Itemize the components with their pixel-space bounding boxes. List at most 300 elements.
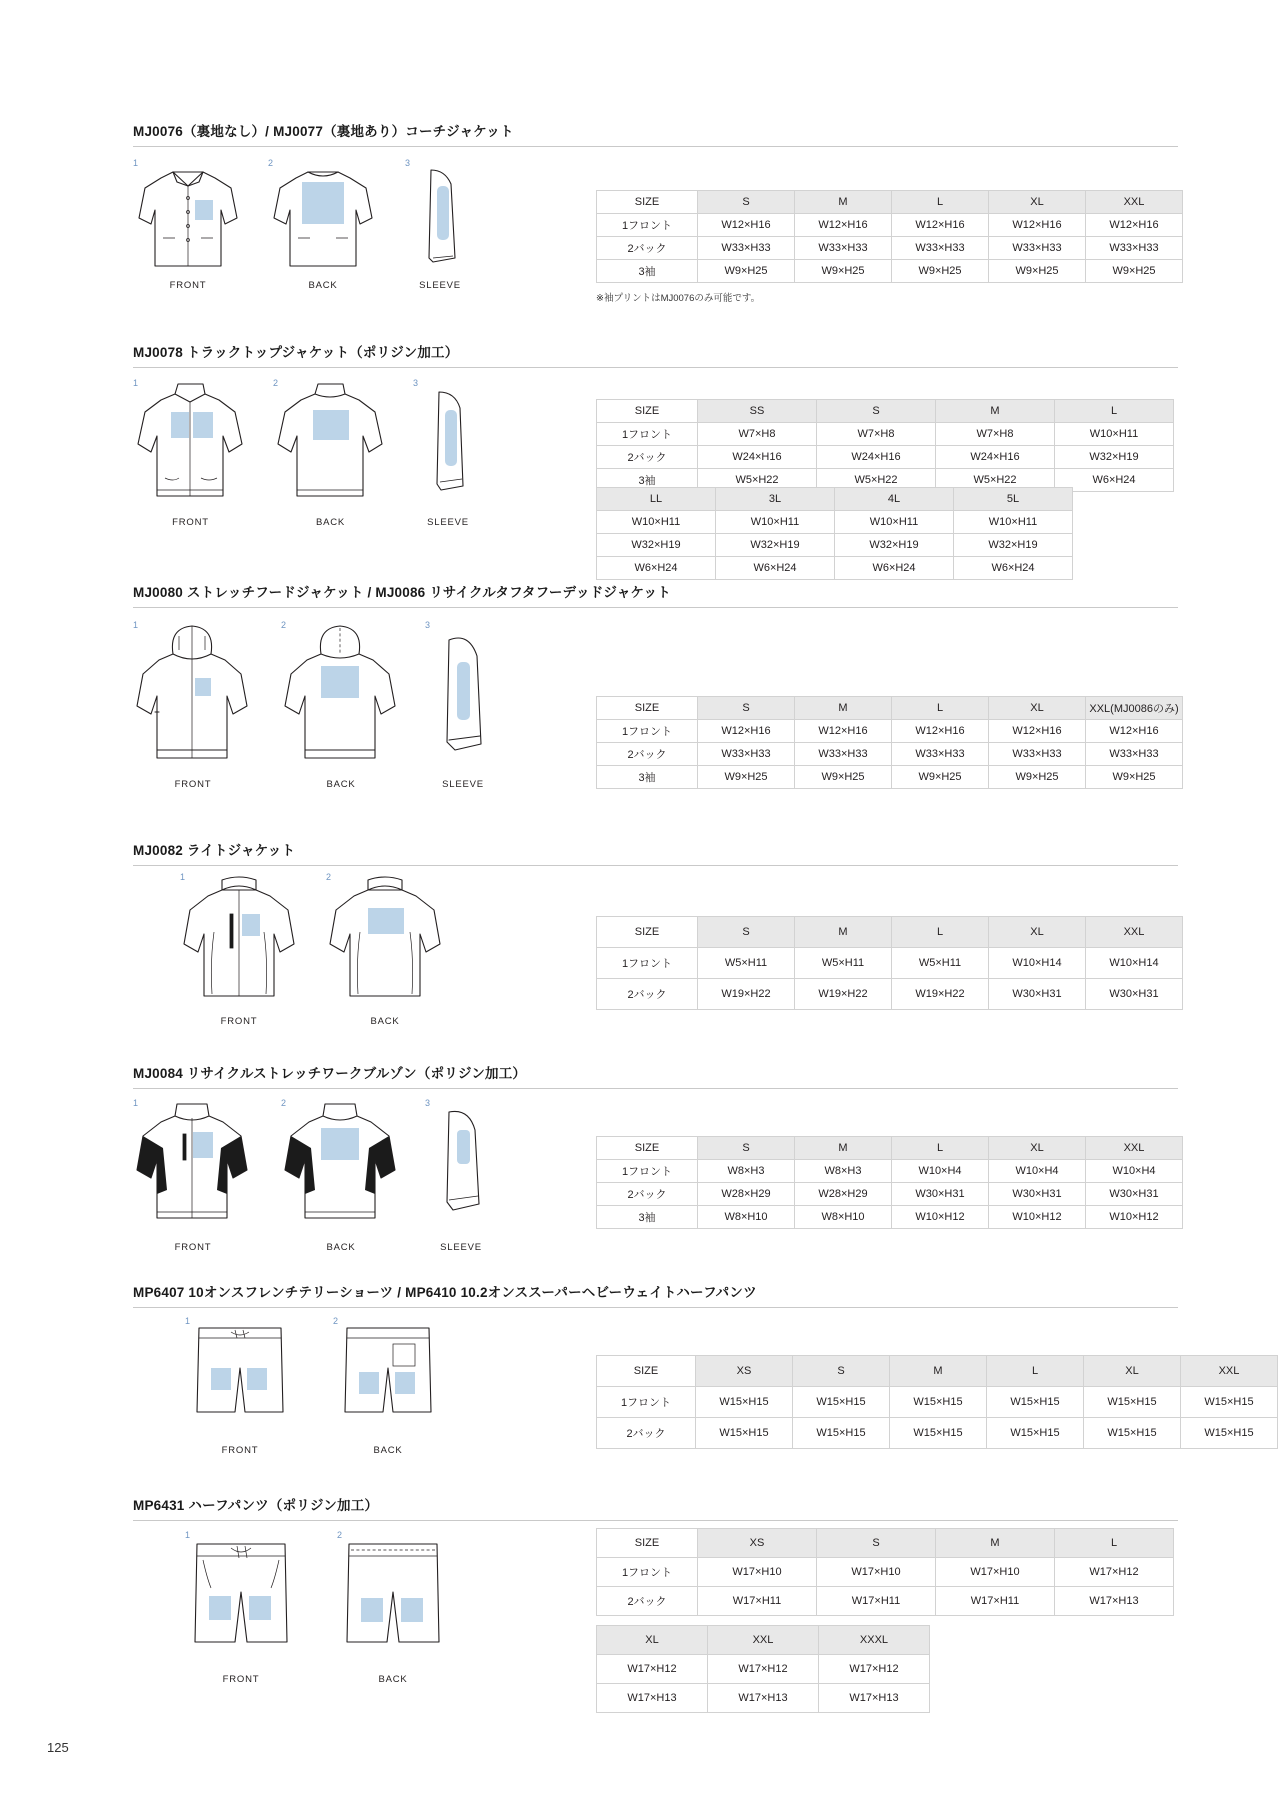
section-header-mj0080	[133, 581, 1178, 608]
figure-front	[185, 1530, 297, 1685]
cell: W33×H33	[1086, 743, 1183, 766]
cell: W32×H19	[716, 534, 835, 557]
coach-jacket-front-illustration	[133, 158, 243, 276]
table-row	[597, 1418, 1278, 1449]
cell: W12×H16	[892, 214, 989, 237]
row-label: 1フロント	[597, 1160, 698, 1183]
cell: W10×H11	[954, 511, 1073, 534]
row-label: 1フロント	[597, 948, 698, 979]
col-xxl: XXL	[708, 1626, 819, 1655]
hood-jacket-front-illustration	[133, 620, 253, 775]
figure-back	[326, 872, 444, 1027]
figure-number: 2	[326, 872, 332, 882]
col-xxl: XXL	[1181, 1356, 1278, 1387]
cell: W9×H25	[989, 260, 1086, 283]
figure-front	[185, 1316, 295, 1456]
col-m: M	[795, 697, 892, 720]
section-divider	[133, 1088, 1178, 1089]
cell: W10×H11	[1055, 423, 1174, 446]
cell: W10×H4	[892, 1160, 989, 1183]
table-row	[597, 743, 1183, 766]
row-label: 2バック	[597, 237, 698, 260]
section-divider	[133, 607, 1178, 608]
cell: W12×H16	[795, 720, 892, 743]
cell: W17×H11	[936, 1587, 1055, 1616]
coach-jacket-sleeve-illustration	[405, 158, 475, 276]
cell: W17×H13	[819, 1684, 930, 1713]
table-row	[597, 423, 1174, 446]
row-label: 1フロント	[597, 214, 698, 237]
cell: W10×H12	[892, 1206, 989, 1229]
figure-caption: BACK	[378, 1674, 408, 1685]
col-l: L	[892, 697, 989, 720]
cell: W17×H10	[817, 1558, 936, 1587]
size-table-mp6431	[596, 1528, 1174, 1616]
size-table	[596, 399, 1174, 492]
figure-number: 3	[405, 158, 411, 168]
work-blouson-sleeve-illustration	[425, 1098, 497, 1238]
cell: W10×H11	[716, 511, 835, 534]
col-l: L	[1055, 400, 1174, 423]
shorts-front-illustration	[185, 1316, 295, 1441]
cell: W32×H19	[835, 534, 954, 557]
cell: W10×H11	[835, 511, 954, 534]
size-table-extended	[596, 1625, 930, 1713]
section-header-mp6431	[133, 1494, 1178, 1521]
col-xl: XL	[989, 191, 1086, 214]
figure-caption: FRONT	[222, 1674, 260, 1685]
cell: W33×H33	[698, 237, 795, 260]
cell: W15×H15	[890, 1418, 987, 1449]
table-row	[597, 766, 1183, 789]
cell: W15×H15	[696, 1387, 793, 1418]
figure-caption: FRONT	[221, 1445, 259, 1456]
col-ss: SS	[698, 400, 817, 423]
cell: W32×H19	[1055, 446, 1174, 469]
cell: W24×H16	[936, 446, 1055, 469]
col-size: SIZE	[597, 1529, 698, 1558]
cell: W28×H29	[698, 1183, 795, 1206]
cell: W30×H31	[989, 1183, 1086, 1206]
cell: W9×H25	[1086, 766, 1183, 789]
table-row	[597, 1655, 930, 1684]
col-l: L	[892, 191, 989, 214]
cell: W9×H25	[892, 766, 989, 789]
col-size: SIZE	[597, 400, 698, 423]
light-jacket-front-illustration	[180, 872, 298, 1012]
size-table-mj0078	[596, 399, 1174, 492]
cell: W6×H24	[835, 557, 954, 580]
figure-caption: BACK	[326, 1242, 356, 1253]
col-xs: XS	[698, 1529, 817, 1558]
cell: W24×H16	[698, 446, 817, 469]
cell: W5×H22	[936, 469, 1055, 492]
figure-number: 3	[413, 378, 419, 388]
page-number: 125	[47, 1740, 69, 1755]
col-xl: XL	[1084, 1356, 1181, 1387]
col-s: S	[817, 1529, 936, 1558]
section-divider	[133, 1307, 1178, 1308]
col-size: SIZE	[597, 1356, 696, 1387]
cell: W17×H10	[936, 1558, 1055, 1587]
figure-number: 2	[268, 158, 274, 168]
cell: W15×H15	[1084, 1418, 1181, 1449]
size-table-mp6431-ext	[596, 1625, 930, 1713]
cell: W8×H3	[698, 1160, 795, 1183]
figure-caption: BACK	[326, 779, 356, 790]
work-blouson-back-illustration	[281, 1098, 401, 1238]
cell: W9×H25	[795, 766, 892, 789]
row-label: 2バック	[597, 1183, 698, 1206]
col-s: S	[817, 400, 936, 423]
row-label: 1フロント	[597, 423, 698, 446]
section-title: MJ0076（裏地なし）/ MJ0077（裏地あり）コーチジャケット	[133, 124, 514, 139]
section-title: MP6407 10オンスフレンチテリーショーツ / MP6410 10.2オンススーパーヘビーウェイトハーフパンツ	[133, 1285, 757, 1300]
figure-caption: SLEEVE	[419, 280, 461, 291]
cell: W12×H16	[892, 720, 989, 743]
cell: W7×H8	[817, 423, 936, 446]
cell: W33×H33	[892, 237, 989, 260]
cell: W32×H19	[954, 534, 1073, 557]
figure-caption: SLEEVE	[427, 517, 469, 528]
section-header-mp6407	[133, 1281, 1178, 1308]
cell: W30×H31	[989, 979, 1086, 1010]
cell: W10×H14	[989, 948, 1086, 979]
col-xxl: XXL	[1086, 917, 1183, 948]
table-row	[597, 948, 1183, 979]
col-l: L	[987, 1356, 1084, 1387]
figure-number: 3	[425, 1098, 431, 1108]
cell: W15×H15	[987, 1387, 1084, 1418]
size-table	[596, 916, 1183, 1010]
shorts-back-illustration	[333, 1316, 443, 1441]
section-divider	[133, 367, 1178, 368]
cell: W12×H16	[795, 214, 892, 237]
section-header-mj0076	[133, 120, 1178, 147]
cell: W17×H12	[597, 1655, 708, 1684]
row-label: 3袖	[597, 260, 698, 283]
cell: W19×H22	[892, 979, 989, 1010]
figure-caption: FRONT	[169, 280, 207, 291]
figure-number: 1	[133, 158, 139, 168]
track-top-front-illustration	[133, 378, 248, 513]
cell: W33×H33	[892, 743, 989, 766]
figure-front	[133, 1098, 253, 1253]
section-title: MJ0084 リサイクルストレッチワークブルゾン（ポリジン加工）	[133, 1066, 527, 1081]
cell: W12×H16	[989, 720, 1086, 743]
col-s: S	[793, 1356, 890, 1387]
row-label: 2バック	[597, 446, 698, 469]
col-3l: 3L	[716, 488, 835, 511]
figure-caption: FRONT	[220, 1016, 258, 1027]
cell: W17×H12	[708, 1655, 819, 1684]
cell: W19×H22	[698, 979, 795, 1010]
figure-front	[133, 158, 243, 291]
cell: W6×H24	[716, 557, 835, 580]
figure-back	[281, 620, 401, 790]
figure-number: 1	[180, 872, 186, 882]
size-table-mj0084	[596, 1136, 1183, 1229]
cell: W10×H11	[597, 511, 716, 534]
section-header-mj0078	[133, 341, 1178, 368]
col-xxl: XXL	[1086, 1137, 1183, 1160]
cell: W12×H16	[1086, 720, 1183, 743]
cell: W32×H19	[597, 534, 716, 557]
section-header-mj0084	[133, 1062, 1178, 1089]
cell: W7×H8	[936, 423, 1055, 446]
row-label: 3袖	[597, 766, 698, 789]
size-table	[596, 190, 1183, 283]
table-row	[597, 1684, 930, 1713]
cell: W30×H31	[892, 1183, 989, 1206]
col-ll: LL	[597, 488, 716, 511]
cell: W33×H33	[698, 743, 795, 766]
col-size: SIZE	[597, 917, 698, 948]
table-row	[597, 557, 1073, 580]
cell: W5×H22	[698, 469, 817, 492]
col-xxl: XXL	[1086, 191, 1183, 214]
section-title: MJ0080 ストレッチフードジャケット / MJ0086 リサイクルタフタフーデッドジャケット	[133, 585, 671, 600]
cell: W17×H10	[698, 1558, 817, 1587]
half-pants-back-illustration	[337, 1530, 449, 1670]
col-xxl: XXL(MJ0086のみ)	[1086, 697, 1183, 720]
figure-back	[337, 1530, 449, 1685]
table-row	[597, 1160, 1183, 1183]
figure-number: 1	[185, 1316, 191, 1326]
col-s: S	[698, 1137, 795, 1160]
col-m: M	[890, 1356, 987, 1387]
figure-number: 3	[425, 620, 431, 630]
track-top-back-illustration	[273, 378, 388, 513]
cell: W9×H25	[892, 260, 989, 283]
cell: W30×H31	[1086, 979, 1183, 1010]
table-note: ※袖プリントはMJ0076のみ可能です。	[596, 293, 761, 304]
cell: W5×H11	[795, 948, 892, 979]
table-row	[597, 214, 1183, 237]
figure-caption: FRONT	[174, 1242, 212, 1253]
figure-sleeve	[413, 378, 483, 528]
cell: W5×H22	[817, 469, 936, 492]
figure-number: 1	[185, 1530, 191, 1540]
figure-number: 1	[133, 620, 139, 630]
cell: W9×H25	[698, 260, 795, 283]
col-l: L	[892, 917, 989, 948]
table-row	[597, 1558, 1174, 1587]
size-table	[596, 1355, 1278, 1449]
table-row	[597, 720, 1183, 743]
cell: W24×H16	[817, 446, 936, 469]
cell: W30×H31	[1086, 1183, 1183, 1206]
col-m: M	[936, 400, 1055, 423]
cell: W33×H33	[795, 743, 892, 766]
section-title: MJ0078 トラックトップジャケット（ポリジン加工）	[133, 345, 459, 360]
figure-front	[133, 378, 248, 528]
cell: W6×H24	[597, 557, 716, 580]
figure-caption: BACK	[308, 280, 338, 291]
size-table-extended	[596, 487, 1073, 580]
col-size: SIZE	[597, 191, 698, 214]
col-s: S	[698, 697, 795, 720]
table-row	[597, 1587, 1174, 1616]
cell: W10×H4	[989, 1160, 1086, 1183]
cell: W17×H12	[1055, 1558, 1174, 1587]
figure-sleeve	[425, 620, 501, 790]
figure-number: 2	[337, 1530, 343, 1540]
cell: W8×H10	[698, 1206, 795, 1229]
row-label: 1フロント	[597, 1558, 698, 1587]
cell: W5×H11	[698, 948, 795, 979]
cell: W5×H11	[892, 948, 989, 979]
figure-sleeve	[425, 1098, 497, 1253]
figure-caption: FRONT	[172, 517, 209, 528]
cell: W17×H11	[698, 1587, 817, 1616]
cell: W6×H24	[1055, 469, 1174, 492]
table-row	[597, 979, 1183, 1010]
cell: W6×H24	[954, 557, 1073, 580]
cell: W10×H4	[1086, 1160, 1183, 1183]
cell: W9×H25	[1086, 260, 1183, 283]
col-xs: XS	[696, 1356, 793, 1387]
figure-back	[333, 1316, 443, 1456]
row-label: 1フロント	[597, 720, 698, 743]
section-title: MJ0082 ライトジャケット	[133, 843, 296, 858]
row-label: 1フロント	[597, 1387, 696, 1418]
figure-back	[281, 1098, 401, 1253]
cell: W17×H13	[1055, 1587, 1174, 1616]
col-l: L	[1055, 1529, 1174, 1558]
size-table-mj0080	[596, 696, 1183, 789]
figure-back	[273, 378, 388, 528]
col-m: M	[936, 1529, 1055, 1558]
section-divider	[133, 146, 1178, 147]
cell: W17×H12	[819, 1655, 930, 1684]
cell: W10×H14	[1086, 948, 1183, 979]
figure-sleeve	[405, 158, 475, 291]
cell: W8×H10	[795, 1206, 892, 1229]
col-l: L	[892, 1137, 989, 1160]
cell: W8×H3	[795, 1160, 892, 1183]
size-table	[596, 1528, 1174, 1616]
cell: W12×H16	[698, 214, 795, 237]
light-jacket-back-illustration	[326, 872, 444, 1012]
cell: W15×H15	[890, 1387, 987, 1418]
figure-number: 2	[281, 1098, 287, 1108]
cell: W33×H33	[1086, 237, 1183, 260]
col-m: M	[795, 1137, 892, 1160]
cell: W17×H13	[597, 1684, 708, 1713]
col-m: M	[795, 191, 892, 214]
figure-caption: FRONT	[174, 779, 212, 790]
cell: W12×H16	[989, 214, 1086, 237]
cell: W28×H29	[795, 1183, 892, 1206]
cell: W10×H12	[989, 1206, 1086, 1229]
section-title: MP6431 ハーフパンツ（ポリジン加工）	[133, 1498, 379, 1513]
size-table-mj0082	[596, 916, 1183, 1010]
section-header-mj0082	[133, 839, 1178, 866]
figure-back	[268, 158, 378, 291]
table-row	[597, 446, 1174, 469]
col-xl: XL	[597, 1626, 708, 1655]
cell: W15×H15	[793, 1418, 890, 1449]
cell: W15×H15	[1181, 1387, 1278, 1418]
cell: W15×H15	[696, 1418, 793, 1449]
figure-number: 2	[333, 1316, 339, 1326]
cell: W9×H25	[989, 766, 1086, 789]
hood-jacket-back-illustration	[281, 620, 401, 775]
cell: W7×H8	[698, 423, 817, 446]
size-table-mp6407	[596, 1355, 1278, 1449]
half-pants-front-illustration	[185, 1530, 297, 1670]
row-label: 3袖	[597, 469, 698, 492]
row-label: 2バック	[597, 979, 698, 1010]
cell: W9×H25	[698, 766, 795, 789]
col-s: S	[698, 917, 795, 948]
table-row	[597, 1183, 1183, 1206]
cell: W9×H25	[795, 260, 892, 283]
work-blouson-front-illustration	[133, 1098, 253, 1238]
row-label: 2バック	[597, 743, 698, 766]
col-xl: XL	[989, 917, 1086, 948]
figure-caption: SLEEVE	[442, 779, 484, 790]
cell: W17×H11	[817, 1587, 936, 1616]
cell: W17×H13	[708, 1684, 819, 1713]
table-row	[597, 237, 1183, 260]
hood-jacket-sleeve-illustration	[425, 620, 501, 775]
cell: W15×H15	[1181, 1418, 1278, 1449]
track-top-sleeve-illustration	[413, 378, 483, 513]
col-s: S	[698, 191, 795, 214]
table-row	[597, 1387, 1278, 1418]
col-xl: XL	[989, 1137, 1086, 1160]
col-m: M	[795, 917, 892, 948]
col-size: SIZE	[597, 697, 698, 720]
figure-number: 2	[281, 620, 287, 630]
col-xl: XL	[989, 697, 1086, 720]
cell: W33×H33	[989, 743, 1086, 766]
cell: W19×H22	[795, 979, 892, 1010]
cell: W12×H16	[1086, 214, 1183, 237]
figure-number: 2	[273, 378, 279, 388]
figure-number: 1	[133, 1098, 139, 1108]
size-table-mj0076	[596, 190, 1183, 304]
cell: W15×H15	[793, 1387, 890, 1418]
figure-front	[180, 872, 298, 1027]
row-label: 2バック	[597, 1418, 696, 1449]
cell: W33×H33	[989, 237, 1086, 260]
table-row	[597, 260, 1183, 283]
figure-caption: SLEEVE	[440, 1242, 482, 1253]
figure-caption: BACK	[373, 1445, 403, 1456]
figure-number: 1	[133, 378, 139, 388]
figure-front	[133, 620, 253, 790]
section-divider	[133, 1520, 1178, 1521]
coach-jacket-back-illustration	[268, 158, 378, 276]
cell: W33×H33	[795, 237, 892, 260]
size-table	[596, 1136, 1183, 1229]
cell: W15×H15	[987, 1418, 1084, 1449]
col-5l: 5L	[954, 488, 1073, 511]
cell: W15×H15	[1084, 1387, 1181, 1418]
row-label: 2バック	[597, 1587, 698, 1616]
col-xxxl: XXXL	[819, 1626, 930, 1655]
cell: W10×H12	[1086, 1206, 1183, 1229]
table-row	[597, 534, 1073, 557]
row-label: 3袖	[597, 1206, 698, 1229]
section-divider	[133, 865, 1178, 866]
col-4l: 4L	[835, 488, 954, 511]
size-table-mj0078-ext	[596, 487, 1073, 580]
table-row	[597, 1206, 1183, 1229]
